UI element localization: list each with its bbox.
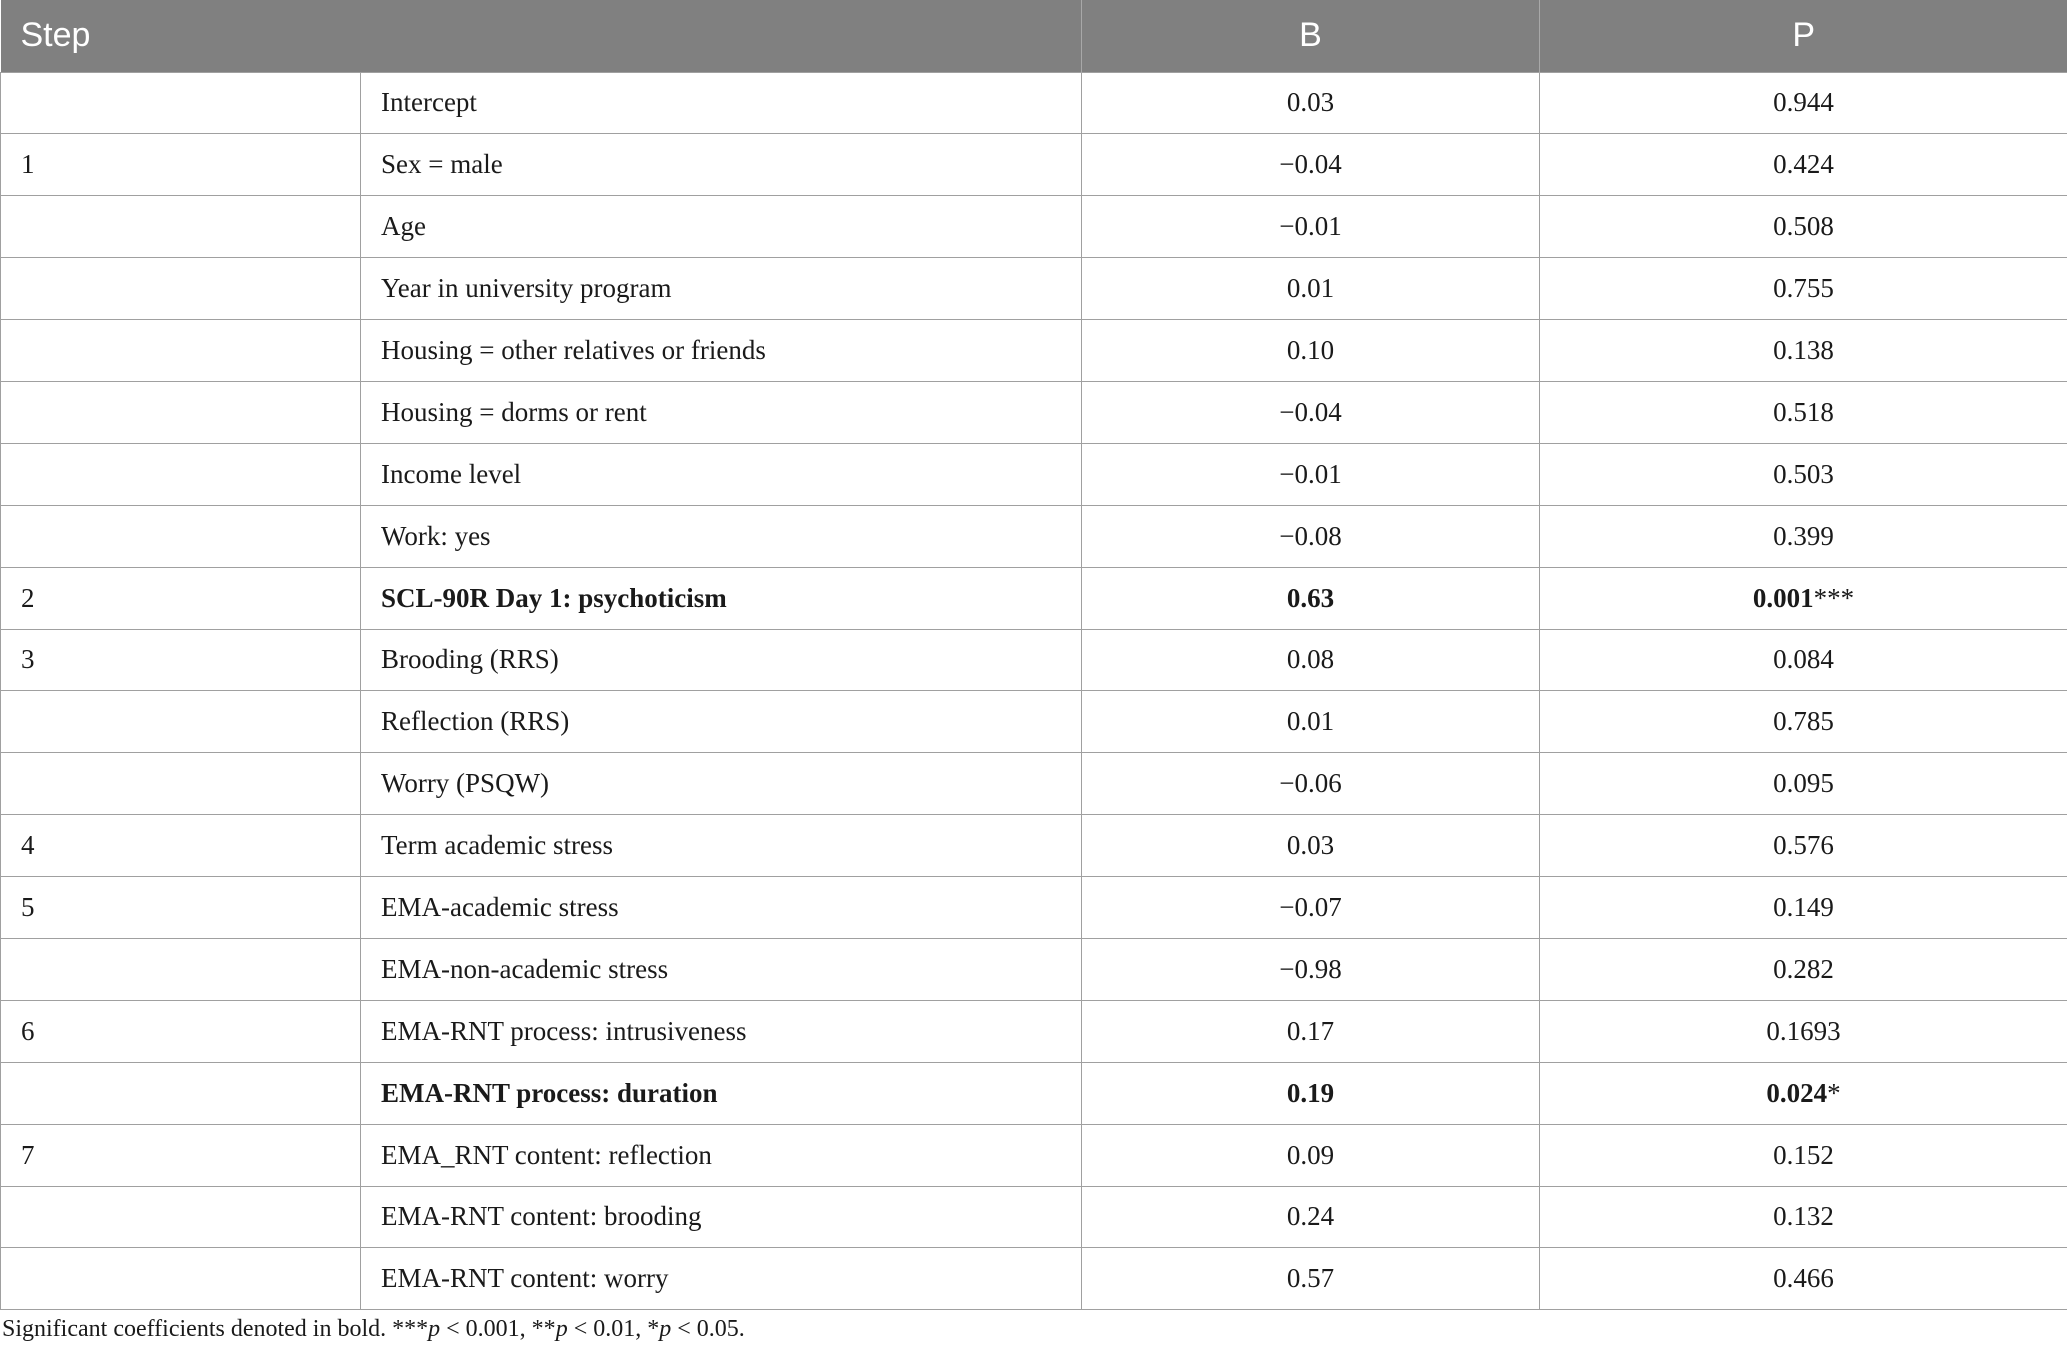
cell-variable: EMA-non-academic stress [361,938,1082,1000]
b-value: 0.01 [1286,706,1335,737]
b-value: 0.08 [1286,644,1335,675]
cell-p [1540,443,2067,505]
cell-variable: Term academic stress [361,815,1082,877]
cell-b [1082,134,1540,196]
b-value: −0.06 [1279,768,1342,799]
p-value: 0.084 [1773,644,1834,675]
b-value: −0.04 [1279,149,1342,180]
footnote-p-symbol: p [555,1316,568,1342]
cell-b [1082,381,1540,443]
cell-p [1540,567,2067,629]
cell-variable: EMA_RNT content: reflection [361,1124,1082,1186]
b-value: 0.09 [1286,1139,1335,1170]
cell-b [1082,1248,1540,1310]
cell-variable: Intercept [361,72,1082,134]
cell-p [1540,196,2067,258]
cell-p [1540,381,2067,443]
table-footnote [2,1316,745,1343]
table-row [1,381,2067,443]
cell-step [1,381,361,443]
cell-p [1540,1186,2067,1248]
cell-variable: Age [361,196,1082,258]
footnote-p-symbol: p [659,1316,672,1342]
b-value: −0.98 [1279,953,1342,984]
cell-variable: Reflection (RRS) [361,691,1082,753]
footnote-p-symbol: p [428,1316,441,1342]
p-value: 0.424 [1773,149,1834,180]
p-value: 0.944 [1773,87,1834,118]
footnote-threshold-001: < 0.001, ** [440,1316,556,1342]
table-row [1,258,2067,320]
cell-step: 1 [1,134,361,196]
cell-variable: EMA-RNT content: worry [361,1248,1082,1310]
cell-step: 5 [1,877,361,939]
cell-b [1082,938,1540,1000]
p-value: 0.095 [1773,768,1834,799]
cell-step [1,258,361,320]
cell-step [1,443,361,505]
cell-p [1540,815,2067,877]
cell-p [1540,877,2067,939]
cell-p [1540,505,2067,567]
p-value: 0.399 [1773,520,1834,551]
table-row [1,72,2067,134]
cell-variable: EMA-RNT process: duration [361,1062,1082,1124]
table-row [1,877,2067,939]
significance-stars: *** [1813,582,1855,613]
table-row [1,1000,2067,1062]
header-row [1,0,2067,72]
cell-variable: EMA-RNT process: intrusiveness [361,1000,1082,1062]
table-body [1,72,2067,1310]
cell-step: 2 [1,567,361,629]
table-row [1,815,2067,877]
cell-b [1082,196,1540,258]
cell-step [1,505,361,567]
b-value: −0.01 [1279,458,1342,489]
b-value: −0.07 [1279,892,1342,923]
b-value: 0.19 [1286,1077,1335,1108]
cell-b [1082,691,1540,753]
table-row [1,1124,2067,1186]
cell-p [1540,1062,2067,1124]
cell-b [1082,1124,1540,1186]
p-value: 0.755 [1773,273,1834,304]
header-b: B [1082,0,1540,72]
cell-b [1082,1186,1540,1248]
table-row [1,320,2067,382]
cell-p [1540,691,2067,753]
b-value: 0.10 [1286,335,1335,365]
cell-b [1082,815,1540,877]
table-row [1,1186,2067,1248]
cell-variable: EMA-academic stress [361,877,1082,939]
b-value: −0.01 [1279,211,1342,242]
p-value: 0.518 [1773,396,1834,427]
footnote-threshold-01: < 0.01, * [567,1316,660,1342]
table-header [1,0,2067,72]
cell-b [1082,1000,1540,1062]
cell-step [1,753,361,815]
cell-step [1,196,361,258]
cell-variable: Work: yes [361,505,1082,567]
b-value: 0.24 [1286,1201,1335,1232]
table-row [1,134,2067,196]
cell-b [1082,258,1540,320]
table-row [1,1248,2067,1310]
cell-step: 6 [1,1000,361,1062]
cell-p [1540,1248,2067,1310]
table-row [1,938,2067,1000]
p-value: 0.132 [1773,1201,1834,1232]
cell-p [1540,1124,2067,1186]
p-value: 0.466 [1773,1263,1834,1294]
cell-p [1540,753,2067,815]
p-value: 0.024 [1766,1077,1828,1108]
b-value: 0.03 [1286,830,1335,861]
table-row [1,629,2067,691]
cell-p [1540,629,2067,691]
p-value: 0.001 [1752,582,1814,613]
cell-b [1082,629,1540,691]
b-value: 0.01 [1286,273,1335,304]
b-value: −0.08 [1279,520,1342,551]
cell-step [1,320,361,382]
cell-step [1,1062,361,1124]
cell-p [1540,320,2067,382]
header-p: P [1792,16,1816,55]
b-value: 0.57 [1286,1263,1335,1294]
p-value: 0.149 [1773,892,1834,923]
cell-b [1082,505,1540,567]
p-value: 0.785 [1773,706,1834,737]
cell-variable: SCL-90R Day 1: psychoticism [361,567,1082,629]
p-value: 0.138 [1773,335,1834,365]
cell-b [1082,443,1540,505]
footnote-threshold-05: < 0.05. [671,1316,745,1342]
cell-step [1,1248,361,1310]
significance-stars: * [1827,1077,1841,1108]
cell-step [1,72,361,134]
cell-variable: Brooding (RRS) [361,629,1082,691]
b-value: 0.63 [1286,582,1335,613]
cell-step [1,938,361,1000]
header-step: Step [1,0,1082,72]
cell-p [1540,938,2067,1000]
cell-variable: EMA-RNT content: brooding [361,1186,1082,1248]
p-value: 0.152 [1773,1139,1834,1170]
b-value: −0.04 [1279,396,1342,427]
cell-variable: Year in university program [361,258,1082,320]
cell-step: 7 [1,1124,361,1186]
cell-variable: Housing = other relatives or friends [361,320,1082,382]
b-value: 0.17 [1286,1015,1335,1046]
cell-b [1082,567,1540,629]
table-row [1,196,2067,258]
cell-b [1082,72,1540,134]
cell-p [1540,134,2067,196]
cell-b [1082,877,1540,939]
cell-variable: Worry (PSQW) [361,753,1082,815]
table-row [1,443,2067,505]
cell-variable: Sex = male [361,134,1082,196]
cell-step: 3 [1,629,361,691]
table-row [1,691,2067,753]
cell-b [1082,1062,1540,1124]
p-value: 0.282 [1773,953,1834,984]
cell-b [1082,320,1540,382]
p-value: 0.576 [1773,830,1834,861]
cell-step: 4 [1,815,361,877]
p-value: 0.1693 [1766,1015,1841,1046]
footnote-lead: Significant coefficients denoted in bold. *** [2,1316,429,1342]
table-row [1,567,2067,629]
cell-p [1540,72,2067,134]
b-value: 0.03 [1286,87,1335,118]
table-row [1,753,2067,815]
table-row [1,505,2067,567]
p-value: 0.503 [1773,458,1834,489]
cell-p [1540,258,2067,320]
cell-variable: Housing = dorms or rent [361,381,1082,443]
cell-p [1540,1000,2067,1062]
cell-b [1082,753,1540,815]
table-row [1,1062,2067,1124]
cell-step [1,691,361,753]
p-value: 0.508 [1773,211,1834,242]
cell-step [1,1186,361,1248]
cell-variable: Income level [361,443,1082,505]
